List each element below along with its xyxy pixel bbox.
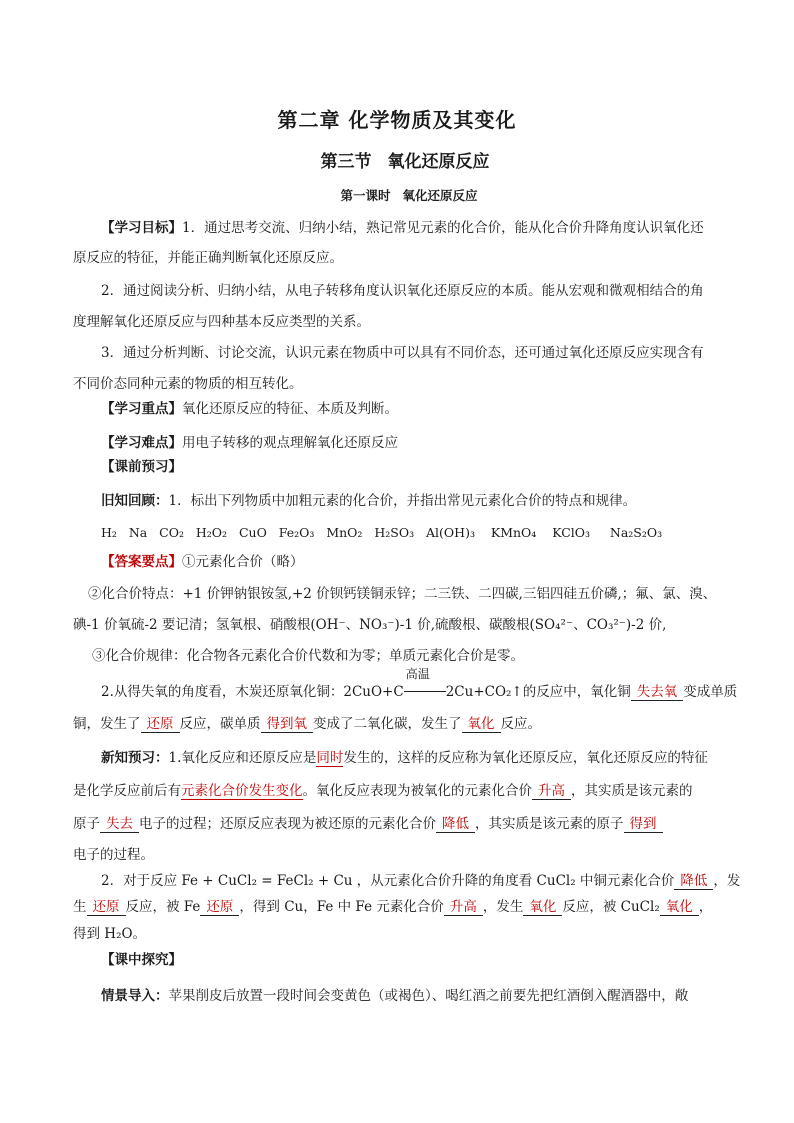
- reaction-bar: [404, 691, 446, 692]
- difficulty-label: 【学习难点】: [101, 435, 182, 451]
- blank-oxidized-by-cucl2: 氧化: [660, 899, 699, 916]
- difficulty-text: 用电子转移的观点理解氧化还原反应: [182, 435, 398, 451]
- blank-reduced-by-fe: 还原: [200, 899, 239, 916]
- lesson-title: [0, 186, 794, 204]
- q2-text-d: 铜，发生了: [73, 716, 141, 732]
- blank-oxidation: 氧化: [462, 716, 501, 733]
- new-label: 新知预习：: [101, 750, 169, 766]
- question-2-line-2: [73, 715, 733, 733]
- q2-text-b: 2Cu+CO₂↑的反应中，氧化铜: [445, 684, 631, 700]
- goal-1-text-a: 1．通过思考交流、归纳小结，熟记常见元素的化合价，能从化合价升降角度认识氧化还: [182, 220, 704, 236]
- preview-label: 【课前预习】: [101, 459, 182, 475]
- goal-3-line-1: 3．通过分析判断、讨论交流，认识元素在物质中可以具有不同价态，还可通过氧化还原反应实现含有: [101, 345, 704, 361]
- new-1-text-i: ，其实质是该元素的原子: [475, 816, 624, 832]
- new-1-text-g: 原子: [73, 816, 100, 832]
- scene-line: [101, 987, 733, 1005]
- reaction-condition: 高温: [405, 667, 430, 681]
- blank-reduction: 还原: [141, 716, 180, 733]
- goal-3-line-2: 不同价态同种元素的物质的相互转化。: [73, 376, 303, 392]
- new-2-text-b: ，发: [713, 873, 741, 889]
- q2-text-g: 变成了二氧化碳，发生了: [313, 716, 462, 732]
- focus-text: 氧化还原反应的特征、本质及判断。: [182, 401, 398, 417]
- new-2-text-h: ，: [698, 899, 713, 915]
- blank-cu-decrease: 降低: [674, 873, 713, 890]
- answer-1-text: ①元素化合价（略）: [182, 554, 304, 570]
- answer-2-line-1: ②化合价特点：+1 价钾钠银铵氢,+2 价钡钙镁铜汞锌；二三铁、二四碳,三铝四硅五价磷,；氟、氯、溴、: [88, 586, 717, 602]
- new-2-text-a: 2．对于反应 Fe + CuCl₂ = FeCl₂ + Cu ，从元素化合价升降的角度看 CuCl₂ 中铜元素化合价: [101, 873, 675, 889]
- focus-label: 【学习重点】: [101, 401, 182, 417]
- new-2-text-f: ，发生: [482, 899, 524, 915]
- new-1-line-4: 电子的过程。: [73, 847, 154, 863]
- new-2-text-e: ，得到 Cu，Fe 中 Fe 元素化合价: [239, 899, 444, 915]
- section-number: 第三节: [320, 152, 372, 172]
- reaction-arrow: [404, 667, 446, 694]
- new-2-line-3: 得到 H₂O。: [73, 926, 147, 942]
- q2-text-h: 反应。: [500, 716, 541, 732]
- q2-text-c: 变成单质: [683, 684, 738, 700]
- new-2-text-g: 反应，被 CuCl₂: [562, 899, 660, 915]
- blank-gain-oxygen: 得到氧: [261, 716, 314, 733]
- answer-label: 【答案要点】: [101, 554, 182, 570]
- new-1-line-3: [73, 815, 733, 833]
- answer-valence-change: 元素化合价发生变化: [181, 783, 303, 799]
- new-1-text-d: 。氧化反应表现为被氧化的元素化合价: [302, 783, 532, 799]
- blank-rise: 升高: [532, 783, 571, 800]
- goals-label: 【学习目标】: [101, 220, 182, 236]
- section-title: [0, 147, 794, 172]
- blank-fe-rise: 升高: [444, 899, 483, 916]
- review-text: 1．标出下列物质中加粗元素的化合价，并指出常见元素化合价的特点和规律。: [168, 493, 637, 509]
- new-1-text-c: 是化学反应前后有: [73, 783, 181, 799]
- new-1-text-a: 1.氧化反应和还原反应是: [168, 750, 317, 766]
- new-2-line-2: [73, 898, 733, 916]
- blank-oxidation-2: 氧化: [523, 899, 562, 916]
- difficulty-line: [101, 434, 733, 452]
- new-1-text-e: ，其实质是该元素的: [571, 783, 693, 799]
- lesson-name: 氧化还原反应: [402, 188, 478, 203]
- answer-3-line: ③化合价规律：化合物各元素化合价代数和为零；单质元素化合价是零。: [92, 648, 524, 664]
- blank-gain: 得到: [624, 816, 663, 833]
- new-1-text-h: 电子的过程；还原反应表现为被还原的元素化合价: [139, 816, 436, 832]
- formula-list: H₂ Na CO₂ H₂O₂ CuO Fe₂O₃ MnO₂ H₂SO₃ Al(OH)₃ KMnO₄ KClO₃ Na₂S₂O₃: [101, 525, 663, 540]
- goal-2-line-1: 2．通过阅读分析、归纳小结，从电子转移角度认识氧化还原反应的本质。能从宏观和微观相结合的角: [101, 283, 704, 299]
- scene-label: 情景导入：: [101, 988, 169, 1004]
- new-2-line-1: [101, 872, 741, 890]
- q2-text-e: 反应，碳单质: [179, 716, 261, 732]
- scene-text: 苹果削皮后放置一段时间会变黄色（或褐色）、喝红酒之前要先把红酒倒入醒酒器中，敞: [168, 988, 689, 1004]
- blank-lose: 失去: [100, 816, 139, 833]
- answer-simultaneous: 同时: [316, 750, 344, 766]
- blank-decrease: 降低: [436, 816, 475, 833]
- section-name: 氧化还原反应: [387, 152, 490, 172]
- review-label: 旧知回顾：: [101, 493, 169, 509]
- blank-lose-oxygen: 失去氧: [631, 684, 684, 701]
- question-2-line-1: [101, 667, 738, 701]
- answer-2-line-2: 碘-1 价氧硫-2 要记清；氢氧根、硝酸根(OH⁻、NO₃⁻)-1 价,硫酸根、碳酸根(SO₄²⁻、CO₃²⁻)-2 价,: [73, 617, 667, 633]
- review-line: [101, 492, 733, 510]
- goal-1-line-2: 原反应的特征，并能正确判断氧化还原反应。: [73, 250, 343, 266]
- blank-reduction-2: 还原: [87, 899, 126, 916]
- chapter-title: 第二章 化学物质及其变化: [277, 108, 517, 132]
- lesson-number: 第一课时: [340, 188, 391, 203]
- answer-line-1: [101, 553, 733, 571]
- new-2-text-d: 反应，被 Fe: [125, 899, 201, 915]
- new-1-line-1: [101, 749, 733, 767]
- goal-1-line-1: [101, 219, 733, 237]
- q2-text-a: 2.从得失氧的角度看，木炭还原氧化铜：2CuO+C: [101, 684, 404, 700]
- new-1-text-b: 发生的，这样的反应称为氧化还原反应，氧化还原反应的特征: [343, 750, 708, 766]
- new-2-text-c: 生: [73, 899, 87, 915]
- key-point-line: [101, 400, 733, 418]
- inclass-label: 【课中探究】: [101, 952, 182, 968]
- goal-2-line-2: 度理解氧化还原反应与四种基本反应类型的关系。: [73, 314, 370, 330]
- new-1-line-2: [73, 782, 733, 800]
